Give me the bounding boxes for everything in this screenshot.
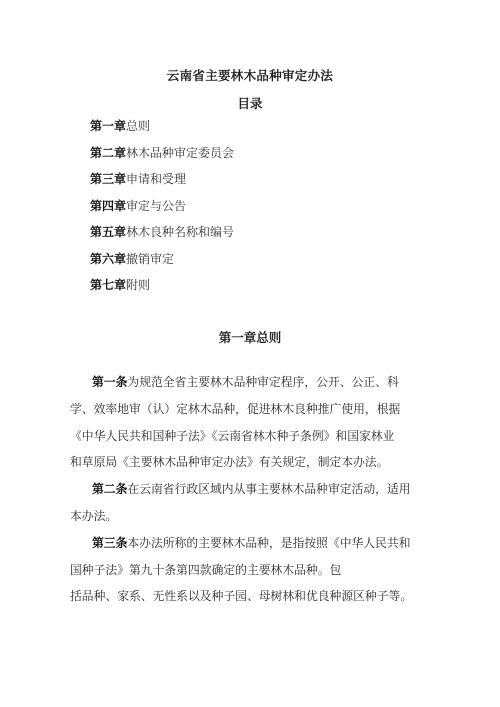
article-line: 和草原局《主要林木品种审定办法》有关规定，制定本办法。 bbox=[70, 455, 389, 470]
article-line: 本办法。 bbox=[70, 508, 118, 523]
toc-chapter-number: 第七章 bbox=[90, 278, 127, 292]
article-label: 第一条 bbox=[92, 375, 128, 389]
article-line: 《中华人民共和国种子法》《云南省林木种子条例》和国家林业 bbox=[70, 428, 395, 443]
toc-chapter-name: 申请和受理 bbox=[126, 172, 187, 186]
table-of-contents bbox=[90, 117, 430, 303]
toc-item-chapter-6 bbox=[90, 250, 430, 277]
article-line bbox=[70, 373, 440, 400]
toc-chapter-number: 第五章 bbox=[90, 225, 127, 239]
toc-item-chapter-5 bbox=[90, 223, 430, 250]
document-title: 云南省主要林木品种审定办法 bbox=[166, 68, 334, 83]
chapter-body bbox=[70, 373, 440, 614]
article-label: 第二条 bbox=[92, 482, 128, 497]
article-line: 括品种、家系、无性系以及种子园、母树林和优良种源区种子等。 bbox=[70, 589, 413, 604]
toc-chapter-name: 林木品种审定委员会 bbox=[126, 145, 235, 160]
toc-chapter-name: 总则 bbox=[126, 119, 151, 133]
toc-chapter-name: 撤销审定 bbox=[126, 251, 175, 266]
article-text: 在云南省行政区域内从事主要林木品种审定活动，适用 bbox=[127, 482, 411, 497]
article-line bbox=[70, 534, 440, 561]
toc-item-chapter-1 bbox=[90, 117, 430, 144]
toc-chapter-number: 第六章 bbox=[90, 251, 127, 266]
toc-chapter-number: 第四章 bbox=[90, 198, 127, 213]
toc-item-chapter-7 bbox=[90, 276, 430, 303]
toc-heading: 目录 bbox=[237, 96, 263, 111]
article-line: 学、效率地审（认）定林木品种，促进林木良种推广使用，根据 bbox=[70, 401, 401, 416]
article-text: 本办法所称的主要林木品种，是指按照《中华人民共和 bbox=[127, 535, 411, 550]
chapter-heading: 第一章总则 bbox=[218, 330, 282, 345]
article-line: 国种子法》第九十条第四款确定的主要林木品种。包 bbox=[70, 562, 342, 577]
toc-item-chapter-3 bbox=[90, 170, 430, 197]
article-label: 第三条 bbox=[92, 535, 128, 550]
toc-chapter-number: 第三章 bbox=[90, 172, 127, 186]
toc-item-chapter-4 bbox=[90, 197, 430, 224]
toc-chapter-name: 审定与公告 bbox=[126, 198, 187, 213]
toc-chapter-name: 附则 bbox=[126, 278, 151, 292]
toc-chapter-name: 林木良种名称和编号 bbox=[126, 225, 235, 239]
toc-chapter-number: 第一章 bbox=[90, 119, 127, 133]
article-line bbox=[70, 480, 440, 507]
article-text: 为规范全省主要林木品种审定程序，公开、公正、科 bbox=[127, 375, 399, 389]
toc-chapter-number: 第二章 bbox=[90, 145, 127, 160]
toc-item-chapter-2 bbox=[90, 144, 430, 171]
